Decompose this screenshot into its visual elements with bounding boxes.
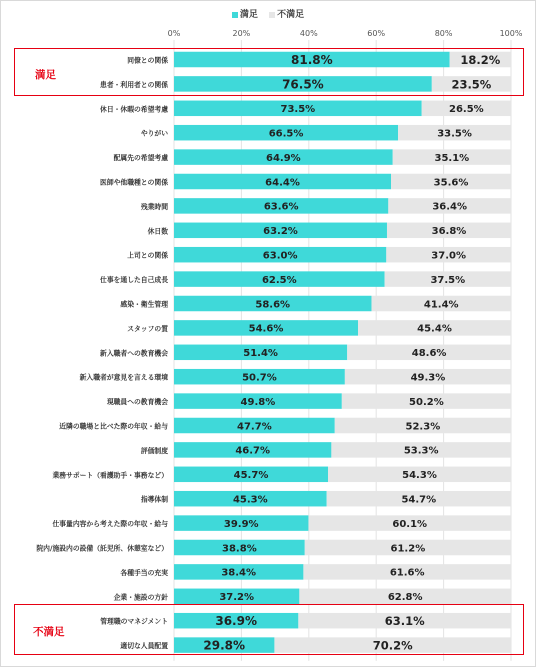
data-label-satisfied: 58.6% [255, 299, 291, 311]
data-label-unsatisfied: 53.3% [403, 445, 439, 457]
data-label-unsatisfied: 23.5% [451, 77, 492, 92]
legend-label-unsatisfied: 不満足 [277, 10, 305, 20]
data-label-unsatisfied: 37.5% [430, 274, 466, 286]
category-label: 患者・利用者との関係 [100, 80, 168, 89]
data-label-satisfied: 51.4% [243, 348, 278, 360]
category-label: やりがい [140, 129, 168, 138]
data-label-satisfied: 49.8% [240, 396, 276, 408]
category-label: 休日数 [147, 227, 168, 236]
data-label-unsatisfied: 49.3% [410, 372, 446, 384]
data-label-unsatisfied: 35.6% [433, 177, 469, 189]
data-label-satisfied: 73.5% [280, 104, 316, 116]
data-label-satisfied: 38.8% [222, 543, 257, 555]
unsatisfied-callout-label: 不満足 [33, 626, 65, 638]
category-label: 企業・施設の方針 [113, 593, 168, 602]
category-label: 業務サポート（看護助手・事務など） [52, 471, 168, 480]
category-label: 仕事量内容から考えた際の年収・給与 [52, 520, 168, 529]
data-label-unsatisfied: 36.4% [432, 201, 468, 213]
data-label-satisfied: 81.8% [291, 53, 333, 67]
data-label-satisfied: 62.5% [261, 274, 297, 286]
category-label: 現職員への教育機会 [106, 398, 168, 407]
data-label-unsatisfied: 33.5% [437, 128, 472, 140]
data-label-unsatisfied: 70.2% [372, 638, 413, 653]
data-label-satisfied: 63.6% [263, 201, 299, 213]
category-label: 仕事を通した自己成長 [100, 276, 168, 285]
unsatisfied-callout-box [14, 604, 524, 655]
category-label: 管理職のマネジメント [100, 617, 168, 626]
data-label-unsatisfied: 36.8% [431, 226, 467, 238]
data-label-satisfied: 64.4% [265, 177, 300, 189]
category-label: 院内/施設内の設備（託児所、休憩室など） [36, 544, 168, 553]
data-label-satisfied: 76.5% [282, 77, 324, 92]
category-label: 残業時間 [140, 202, 168, 211]
data-label-satisfied: 47.7% [237, 421, 272, 433]
satisfied-callout-box [14, 48, 524, 96]
data-label-unsatisfied: 63.1% [384, 614, 425, 629]
category-label: 医師や他職種との関係 [100, 178, 168, 187]
x-tick-label: 20% [232, 29, 251, 38]
data-label-satisfied: 64.9% [266, 152, 301, 164]
data-label-unsatisfied: 61.6% [389, 567, 425, 579]
category-label: スタッフの質 [127, 324, 168, 333]
data-label-satisfied: 63.2% [263, 226, 298, 238]
category-label: 近隣の職場と比べた際の年収・給与 [59, 422, 168, 431]
category-label: 感染・衛生管理 [120, 300, 168, 309]
category-label: 新入職者が意見を言える環境 [79, 373, 168, 382]
data-label-satisfied: 54.6% [248, 323, 284, 335]
data-label-unsatisfied: 54.3% [402, 470, 437, 482]
legend-label-satisfied: 満足 [239, 10, 258, 20]
data-label-satisfied: 46.7% [235, 445, 271, 457]
data-label-satisfied: 38.4% [221, 567, 257, 579]
data-label-unsatisfied: 18.2% [460, 53, 501, 67]
data-label-unsatisfied: 52.3% [405, 421, 441, 433]
satisfied-callout-label: 満足 [35, 69, 56, 81]
x-tick-label: 80% [434, 29, 453, 38]
data-label-satisfied: 37.2% [219, 592, 255, 604]
x-tick-label: 60% [367, 29, 386, 38]
data-label-satisfied: 39.9% [223, 518, 259, 530]
data-label-satisfied: 66.5% [268, 128, 304, 140]
x-tick-label: 0% [167, 29, 181, 38]
data-label-unsatisfied: 41.4% [423, 299, 459, 311]
category-label: 休日・休暇の希望考慮 [100, 105, 168, 114]
category-label: 評価制度 [140, 446, 168, 455]
data-label-satisfied: 45.3% [232, 494, 268, 506]
category-label: 指導体制 [140, 495, 168, 504]
data-label-unsatisfied: 26.5% [448, 104, 484, 116]
data-label-unsatisfied: 45.4% [417, 323, 452, 335]
data-label-unsatisfied: 48.6% [411, 348, 447, 360]
data-label-satisfied: 45.7% [233, 470, 269, 482]
data-label-unsatisfied: 60.1% [392, 518, 428, 530]
data-label-satisfied: 29.8% [203, 638, 246, 653]
data-label-satisfied: 36.9% [215, 614, 257, 629]
data-label-unsatisfied: 35.1% [434, 152, 470, 164]
category-label: 上司との関係 [127, 251, 168, 260]
data-label-unsatisfied: 54.7% [401, 494, 437, 506]
x-tick-label: 100% [499, 29, 523, 38]
data-label-unsatisfied: 61.2% [390, 543, 426, 555]
data-label-satisfied: 63.0% [262, 250, 298, 262]
data-label-satisfied: 50.7% [242, 372, 277, 384]
data-label-unsatisfied: 50.2% [409, 396, 444, 408]
data-label-unsatisfied: 62.8% [387, 592, 423, 604]
category-label: 配属先の希望考慮 [113, 154, 168, 163]
data-label-unsatisfied: 37.0% [431, 250, 467, 262]
category-label: 同僚との関係 [127, 56, 168, 65]
category-label: 新入職者への教育機会 [100, 349, 168, 358]
category-label: 適切な人員配置 [120, 642, 168, 651]
category-label: 各種手当の充実 [120, 568, 168, 577]
x-tick-label: 40% [299, 29, 318, 38]
